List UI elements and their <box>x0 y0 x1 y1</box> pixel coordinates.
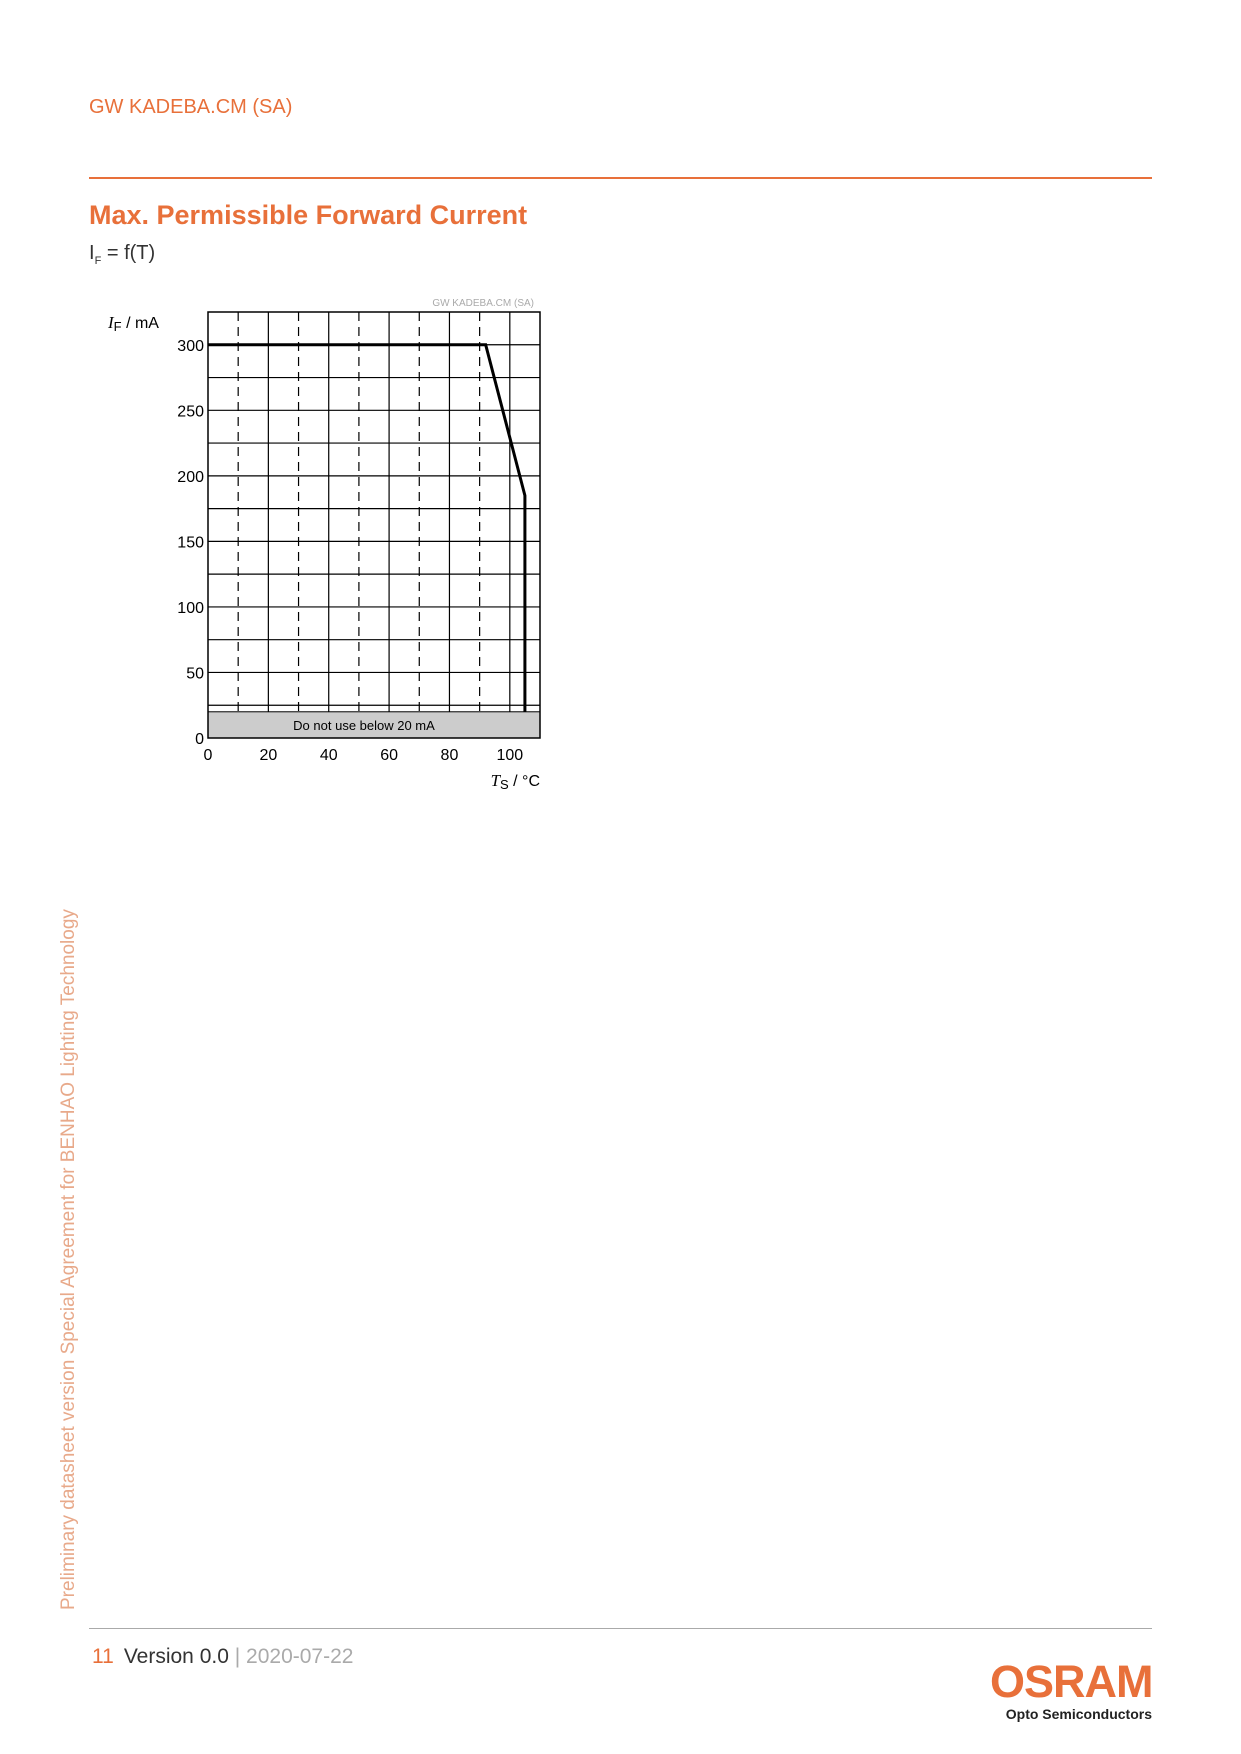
version-label: Version 0.0 <box>123 1645 229 1668</box>
x-tick-label: 100 <box>496 747 524 764</box>
plot-frame <box>208 312 540 738</box>
y-tick-label: 50 <box>186 665 204 683</box>
x-axis-unit: / °C <box>508 773 540 790</box>
y-axis-unit: / mA <box>121 315 159 332</box>
y-tick-label: 200 <box>177 468 204 486</box>
x-tick-label: 60 <box>380 747 398 764</box>
axis-ticks <box>177 338 523 764</box>
formula-rest: = f(T) <box>101 242 156 264</box>
formula-subscript: F <box>94 255 102 267</box>
formula-symbol: I <box>89 242 95 264</box>
y-tick-label: 100 <box>177 599 204 617</box>
y-tick-label: 250 <box>177 403 204 421</box>
y-tick-label: 0 <box>195 731 204 748</box>
chart-grid <box>208 312 540 738</box>
band-label: Do not use below 20 mA <box>293 717 435 733</box>
y-tick-label: 150 <box>177 534 204 552</box>
y-axis-subscript: F <box>113 319 122 334</box>
footer-separator: | <box>234 1645 241 1668</box>
y-tick-label: 300 <box>177 337 204 355</box>
forward-current-chart <box>90 290 560 810</box>
footer-divider <box>89 1628 1152 1629</box>
x-axis-subscript: S <box>500 777 509 792</box>
x-axis-label <box>491 771 540 792</box>
page-number: 11 <box>92 1645 114 1668</box>
chart-watermark: GW KADEBA.CM (SA) <box>432 298 534 309</box>
footer <box>92 1645 353 1669</box>
logo-wordmark: OSRAM <box>990 1656 1153 1707</box>
osram-logo <box>990 1656 1153 1722</box>
x-tick-label: 40 <box>319 747 338 764</box>
x-tick-label: 0 <box>203 747 213 764</box>
section-title: Max. Permissible Forward Current <box>89 200 528 230</box>
release-date: 2020-07-22 <box>246 1645 354 1668</box>
x-tick-label: 80 <box>440 747 459 764</box>
x-tick-label: 20 <box>259 747 278 764</box>
logo-tagline: Opto Semiconductors <box>1005 1706 1152 1722</box>
y-axis-label <box>107 313 159 334</box>
series-line <box>208 345 525 712</box>
preliminary-datasheet-note: Preliminary datasheet version Special Agreement for BENHAO Lighting Technology <box>58 909 79 1610</box>
y-axis-symbol: I <box>108 313 114 332</box>
header-divider <box>89 177 1152 179</box>
document-product-name: GW KADEBA.CM (SA) <box>89 96 293 118</box>
x-axis-symbol: T <box>490 771 501 790</box>
chart-formula <box>89 242 155 267</box>
